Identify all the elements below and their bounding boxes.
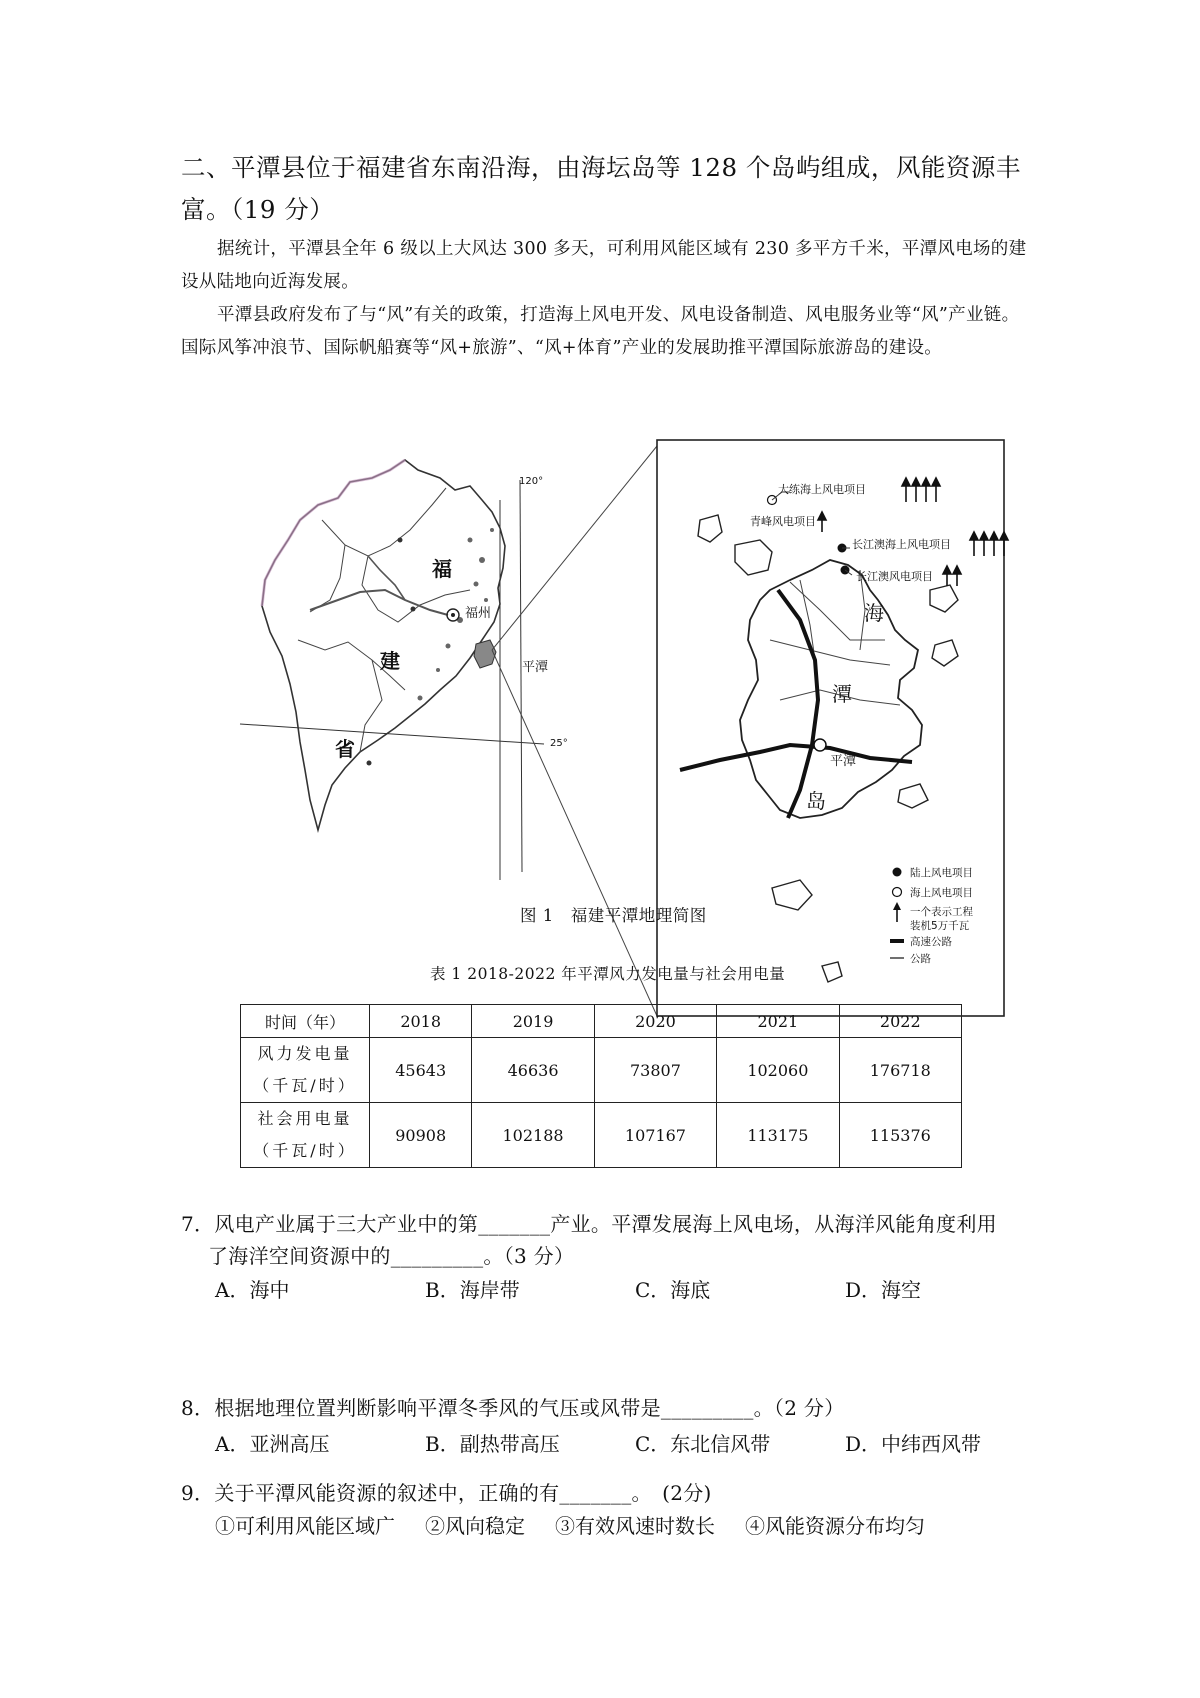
inset-label-dao: 岛 [806,789,826,813]
map-label-jian: 建 [380,649,400,673]
question-8-line-1: 8．根据地理位置判断影响平潭冬季风的气压或风带是_________。（2 分） [181,1396,845,1420]
project-changjiangao-onshore: 长江澳风电项目 [856,570,933,583]
section-title: 二、平潭县位于福建省东南沿海，由海坛岛等 128 个岛屿组成，风能资源丰富。（19 分） [181,153,1021,224]
map-label-sheng: 省 [335,737,355,761]
statement-4[interactable]: ④风能资源分布均匀 [745,1514,925,1538]
legend-arrow-label-2: 装机5万千瓦 [910,920,970,932]
table-cell: 102060 [717,1038,839,1103]
legend-onshore-icon [893,868,902,877]
table-header-cell: 2018 [370,1005,472,1038]
intro-paragraph-2: 平潭县政府发布了与“风”有关的政策，打造海上风电开发、风电设备制造、风电服务业等“风”产业链。国际风筝冲浪节、国际帆船赛等“风+旅游”、“风+体育”产业的发展助推平潭国际旅游岛的建设。 [181,305,1020,358]
table-cell: 46636 [472,1038,594,1103]
row-label-cell [241,1038,370,1103]
table-cell: 45643 [370,1038,472,1103]
table-cell: 107167 [594,1103,716,1168]
table-header-cell: 2020 [594,1005,716,1038]
data-table [240,1004,962,1168]
option-b[interactable]: B．副热带高压 [425,1432,560,1456]
option-d[interactable]: D．中纬西风带 [845,1432,982,1456]
row-label-cell [241,1103,370,1168]
pingtan-town-marker [814,739,826,751]
legend-offshore-label: 海上风电项目 [910,887,973,899]
table-header-cell: 2022 [839,1005,961,1038]
map-label-fuzhou: 福州 [465,606,492,621]
legend-arrow-icon [893,902,901,922]
option-c[interactable]: C．东北信风带 [635,1432,771,1456]
row-unit: （千瓦/时） [253,1076,357,1095]
table-cell: 113175 [717,1103,839,1168]
table-header-cell: 2021 [717,1005,839,1038]
statement-1[interactable]: ①可利用风能区域广 [215,1514,395,1538]
option-a[interactable]: A．亚洲高压 [215,1432,330,1456]
table-cell: 90908 [370,1103,472,1168]
legend-expressway-label: 高速公路 [910,936,952,948]
option-d[interactable]: D．海空 [845,1278,922,1302]
option-a[interactable]: A．海中 [215,1278,290,1302]
inset-label-tan: 潭 [832,682,852,706]
row-label: 社会用电量 [257,1109,353,1128]
legend-onshore-label: 陆上风电项目 [910,867,973,879]
intro-paragraph-1: 据统计，平潭县全年 6 级以上大风达 300 多天，可利用风能区域有 230 多平方千米，平潭风电场的建设从陆地向近海发展。 [181,239,1027,292]
table-cell: 115376 [839,1103,961,1168]
table-cell: 102188 [472,1103,594,1168]
table-header-cell: 时间（年） [241,1005,370,1038]
table-cell: 73807 [594,1038,716,1103]
option-b[interactable]: B．海岸带 [425,1278,520,1302]
question-8-options [215,1428,1055,1460]
map-label-120: 120° [519,476,544,487]
inset-label-hai: 海 [864,601,884,625]
haitan-island [740,560,922,818]
statement-2[interactable]: ②风向稳定 [425,1514,525,1538]
table-cell: 176718 [839,1038,961,1103]
question-9-statements [215,1510,1055,1542]
figure-caption: 图 1 福建平潭地理简图 [520,906,707,925]
inset-label-pingtan-town: 平潭 [830,754,857,769]
table-row [241,1103,962,1168]
question-7-options [215,1274,1055,1306]
pingtan-island-small [474,640,496,668]
option-c[interactable]: C．海底 [635,1278,711,1302]
question-9-line-1: 9．关于平潭风能资源的叙述中，正确的有_______。 (2分) [181,1481,712,1505]
legend-road-label: 公路 [910,953,931,965]
row-unit: （千瓦/时） [253,1141,357,1160]
question-7-line-2: 了海洋空间资源中的_________。（3 分） [208,1244,575,1268]
map-label-fu: 福 [432,557,452,581]
project-qingfeng: 青峰风电项目 [750,515,816,528]
map-label-pingtan: 平潭 [522,660,549,675]
legend-arrow-label-1: 一个表示工程 [910,906,973,918]
project-dalian-offshore: 大练海上风电项目 [778,483,866,496]
map-label-25: 25° [550,738,568,749]
question-7-line-1: 7．风电产业属于三大产业中的第_______产业。平潭发展海上风电场，从海洋风能角度利用 [181,1212,997,1236]
statement-3[interactable]: ③有效风速时数长 [555,1514,715,1538]
legend-offshore-icon [893,888,902,897]
row-label: 风力发电量 [257,1044,353,1063]
project-changjiangao-offshore: 长江澳海上风电项目 [852,538,951,551]
table-header-row [241,1005,962,1038]
table-header-cell: 2019 [472,1005,594,1038]
table-caption: 表 1 2018-2022 年平潭风力发电量与社会用电量 [430,965,786,983]
table-row [241,1038,962,1103]
